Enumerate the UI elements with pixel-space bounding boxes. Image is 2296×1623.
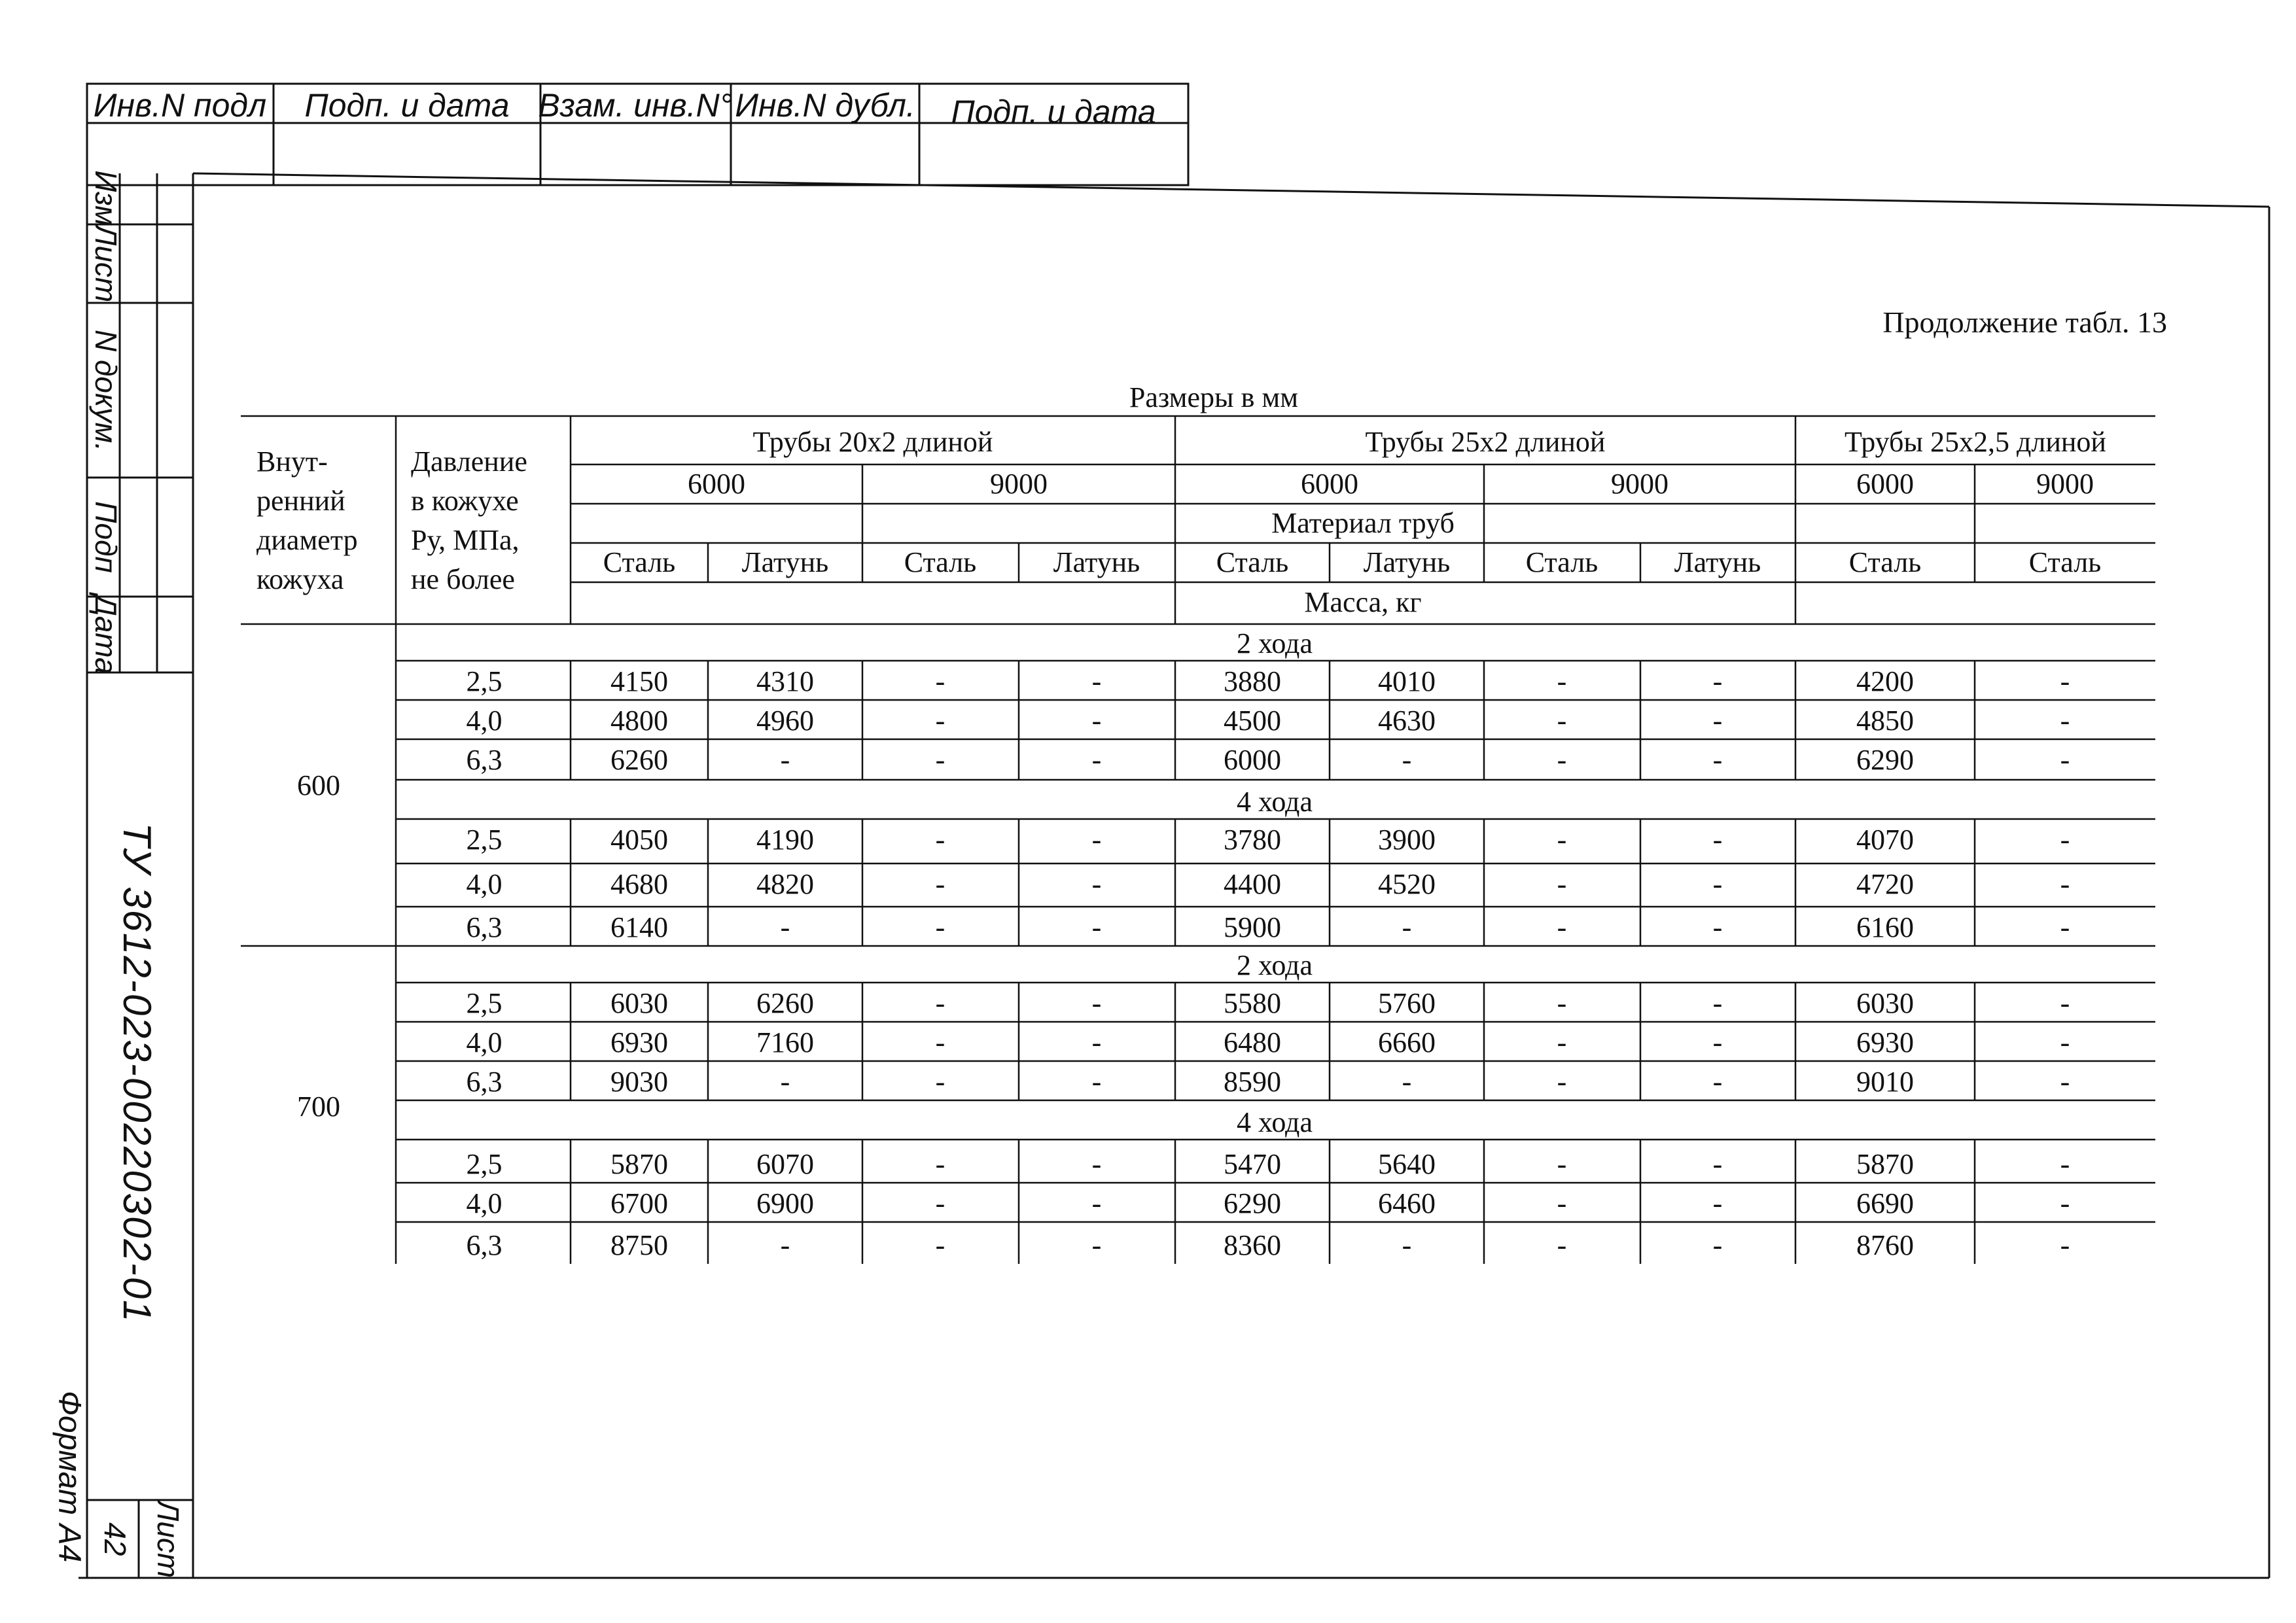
mass-cell: - [1557,705,1567,737]
mass-cell: - [935,824,945,856]
header-material-name: Латунь [1363,546,1451,578]
sheet-label: Лист [150,1500,185,1579]
mass-cell: - [1402,1229,1412,1261]
header-length: 6000 [688,468,745,500]
mass-cell: - [1712,987,1723,1019]
pressure-cell: 4,0 [466,705,503,737]
mass-cell: - [2060,744,2070,776]
mass-cell: - [1091,1229,1102,1261]
mass-cell: - [780,744,790,776]
mass-cell: 5870 [610,1148,668,1180]
header-material-name: Латунь [1674,546,1761,578]
mass-cell: - [1712,1066,1723,1098]
mass-cell: 4070 [1856,824,1914,856]
section-label: 4 хода [1237,1106,1313,1138]
document-code: ТУ 3612-023-00220302-01 [115,822,160,1323]
mass-cell: - [1712,824,1723,856]
mass-cell: 4720 [1856,868,1914,900]
header-material-name: Сталь [1216,546,1289,578]
header-material-name: Сталь [603,546,676,578]
mass-cell: - [1712,705,1723,737]
mass-cell: 8360 [1224,1229,1281,1261]
table-row [467,705,2070,737]
mass-cell: 4310 [756,665,814,697]
diameter-value: 600 [297,769,340,801]
mass-cell: 5640 [1378,1148,1436,1180]
mass-cell: - [1557,1026,1567,1058]
header-diameter-line-3: диаметр [256,524,358,556]
mass-cell: 6290 [1224,1187,1281,1219]
mass-cell: 6290 [1856,744,1914,776]
mass-cell: - [2060,1187,2070,1219]
mass-cell: 5470 [1224,1148,1281,1180]
mass-cell: - [935,1229,945,1261]
mass-cell: - [1712,1229,1723,1261]
header-mass: Масса, кг [1304,586,1422,618]
header-pressure-line-2: в кожухе [411,485,519,517]
table-row [467,1066,2070,1098]
stamp-inv-podl-label: Инв.N подл [93,87,267,124]
table-row [467,1187,2070,1219]
mass-cell: 9030 [610,1066,668,1098]
header-length: 9000 [2036,468,2094,500]
section-label: 2 хода [1237,949,1313,981]
mass-cell: - [1402,744,1412,776]
pressure-cell: 4,0 [466,868,503,900]
units-label: Размеры в мм [1129,381,1299,413]
pressure-cell: 6,3 [466,1066,503,1098]
pressure-cell: 4,0 [466,1026,503,1058]
mass-cell: - [1557,911,1567,943]
sheet-number: 42 [97,1522,132,1556]
header-material-name: Латунь [1053,546,1140,578]
mass-cell: 3900 [1378,824,1436,856]
mass-cell: 8590 [1224,1066,1281,1098]
mass-cell: 6460 [1378,1187,1436,1219]
mass-cell: 5900 [1224,911,1281,943]
header-pressure-line-3: Ру, МПа, [411,524,520,556]
mass-cell: - [1091,1148,1102,1180]
diameter-value: 700 [297,1091,340,1123]
mass-cell: 6480 [1224,1026,1281,1058]
header-diameter-line-4: кожуха [256,563,344,595]
mass-cell: - [1712,1026,1723,1058]
mass-cell: 3780 [1224,824,1281,856]
table-row [467,665,2070,697]
header-diameter-line-2: ренний [256,485,345,517]
format-label: Формат А4 [52,1390,87,1563]
side-stamp-labels [52,170,185,1578]
mass-cell: 8750 [610,1229,668,1261]
mass-cell: - [1091,987,1102,1019]
mass-cell: 5870 [1856,1148,1914,1180]
mass-cell: - [1091,1066,1102,1098]
mass-cell: 4400 [1224,868,1281,900]
table-header [256,426,2106,618]
table-row [467,868,2070,900]
mass-cell: - [780,1066,790,1098]
mass-cell: 6700 [610,1187,668,1219]
mass-cell: - [935,868,945,900]
mass-cell: 3880 [1224,665,1281,697]
mass-cell: - [1557,1148,1567,1180]
mass-cell: - [1091,824,1102,856]
mass-cell: 4520 [1378,868,1436,900]
mass-cell: - [780,911,790,943]
mass-cell: - [935,665,945,697]
mass-cell: - [2060,1026,2070,1058]
stamp-data-label: Дата [88,595,123,674]
mass-cell: - [935,987,945,1019]
pressure-cell: 4,0 [466,1187,503,1219]
mass-cell: - [1091,1026,1102,1058]
mass-cell: - [1712,1148,1723,1180]
mass-cell: - [780,1229,790,1261]
mass-cell: - [1091,705,1102,737]
mass-cell: - [1712,868,1723,900]
mass-cell: 4820 [756,868,814,900]
mass-cell: 4200 [1856,665,1914,697]
mass-cell: 6000 [1224,744,1281,776]
mass-cell: - [1712,665,1723,697]
mass-cell: - [935,744,945,776]
header-material-name: Латунь [741,546,829,578]
mass-cell: - [2060,705,2070,737]
mass-cell: - [1557,744,1567,776]
mass-cell: 7160 [756,1026,814,1058]
mass-cell: - [1557,824,1567,856]
mass-cell: 6930 [610,1026,668,1058]
mass-cell: 4630 [1378,705,1436,737]
stamp-n-dokum-label: N докум. [88,329,123,452]
mass-cell: - [935,1148,945,1180]
continuation-label: Продолжение табл. 13 [1882,305,2167,339]
table-row [467,1148,2070,1180]
mass-cell: - [935,1066,945,1098]
mass-cell: - [1557,987,1567,1019]
header-group-tubes-25x2: Трубы 25х2 длиной [1365,426,1606,458]
mass-cell: 4150 [610,665,668,697]
mass-cell: 4190 [756,824,814,856]
header-length: 6000 [1856,468,1914,500]
table-row [467,824,2070,856]
mass-cell: 6900 [756,1187,814,1219]
mass-cell: 6690 [1856,1187,1914,1219]
mass-cell: 6030 [610,987,668,1019]
mass-cell: 5580 [1224,987,1281,1019]
header-length: 9000 [990,468,1048,500]
mass-cell: 4050 [610,824,668,856]
section-label: 4 хода [1237,786,1313,818]
mass-cell: 6140 [610,911,668,943]
stamp-izm-label: Изм [88,170,123,226]
mass-cell: - [2060,868,2070,900]
mass-cell: - [935,911,945,943]
stamp-podp-data-label: Подп. и дата [304,87,510,124]
header-pressure-line-4: не более [411,563,515,595]
pressure-cell: 6,3 [466,911,503,943]
mass-cell: - [2060,1066,2070,1098]
mass-cell: - [2060,824,2070,856]
header-length: 6000 [1301,468,1358,500]
mass-cell: - [1091,744,1102,776]
mass-cell: 4850 [1856,705,1914,737]
mass-cell: - [1402,1066,1412,1098]
mass-cell: 6660 [1378,1026,1436,1058]
mass-cell: 4010 [1378,665,1436,697]
table-row [467,987,2070,1019]
mass-cell: - [1557,1066,1567,1098]
stamp-list-label: Лист [88,224,123,303]
mass-cell: - [1712,1187,1723,1219]
pressure-cell: 2,5 [466,665,503,697]
mass-cell: - [1557,1187,1567,1219]
section-label: 2 хода [1237,627,1313,659]
mass-cell: 4960 [756,705,814,737]
mass-cell: - [1712,911,1723,943]
table-row [467,1229,2070,1261]
mass-cell: - [2060,1229,2070,1261]
header-pressure-line-1: Давление [411,445,527,478]
mass-cell: - [935,1026,945,1058]
pressure-cell: 2,5 [466,987,503,1019]
mass-cell: - [2060,665,2070,697]
header-material: Материал труб [1271,507,1455,539]
header-group-tubes-20x2: Трубы 20х2 длиной [752,426,993,458]
table-row [467,1026,2070,1058]
mass-cell: 4500 [1224,705,1281,737]
pressure-cell: 6,3 [466,1229,503,1261]
mass-cell: 6260 [756,987,814,1019]
mass-cell: 6070 [756,1148,814,1180]
mass-cell: 4680 [610,868,668,900]
mass-cell: - [2060,1148,2070,1180]
pressure-cell: 6,3 [466,744,503,776]
pressure-cell: 2,5 [466,824,503,856]
header-diameter-line-1: Внут- [256,445,328,478]
table-row [467,744,2070,776]
mass-cell: - [1402,911,1412,943]
mass-cell: 6160 [1856,911,1914,943]
header-material-name: Сталь [1848,546,1922,578]
mass-cell: - [935,705,945,737]
mass-cell: - [2060,987,2070,1019]
stamp-vzam-inv-label: Взам. инв.N° [538,87,733,124]
mass-cell: 6930 [1856,1026,1914,1058]
table-row [467,911,2070,943]
mass-cell: 4800 [610,705,668,737]
stamp-podp-label: Подп [88,501,123,573]
mass-cell: 5760 [1378,987,1436,1019]
stamp-podp-data-label-2: Подп. и дата [951,94,1156,130]
mass-cell: 8760 [1856,1229,1914,1261]
mass-cell: - [935,1187,945,1219]
header-material-name: Сталь [2028,546,2102,578]
mass-cell: - [1091,1187,1102,1219]
mass-cell: - [1091,911,1102,943]
mass-cell: - [1091,868,1102,900]
header-material-name: Сталь [1525,546,1598,578]
stamp-inv-dubl-label: Инв.N дубл. [735,87,915,124]
mass-cell: - [2060,911,2070,943]
header-length: 9000 [1611,468,1669,500]
mass-cell: - [1712,744,1723,776]
header-group-tubes-25x2-5: Трубы 25х2,5 длиной [1845,426,2106,458]
mass-cell: 6260 [610,744,668,776]
pressure-cell: 2,5 [466,1148,503,1180]
header-material-name: Сталь [904,546,977,578]
mass-cell: 6030 [1856,987,1914,1019]
mass-cell: - [1091,665,1102,697]
mass-cell: 9010 [1856,1066,1914,1098]
mass-cell: - [1557,665,1567,697]
mass-cell: - [1557,1229,1567,1261]
mass-cell: - [1557,868,1567,900]
